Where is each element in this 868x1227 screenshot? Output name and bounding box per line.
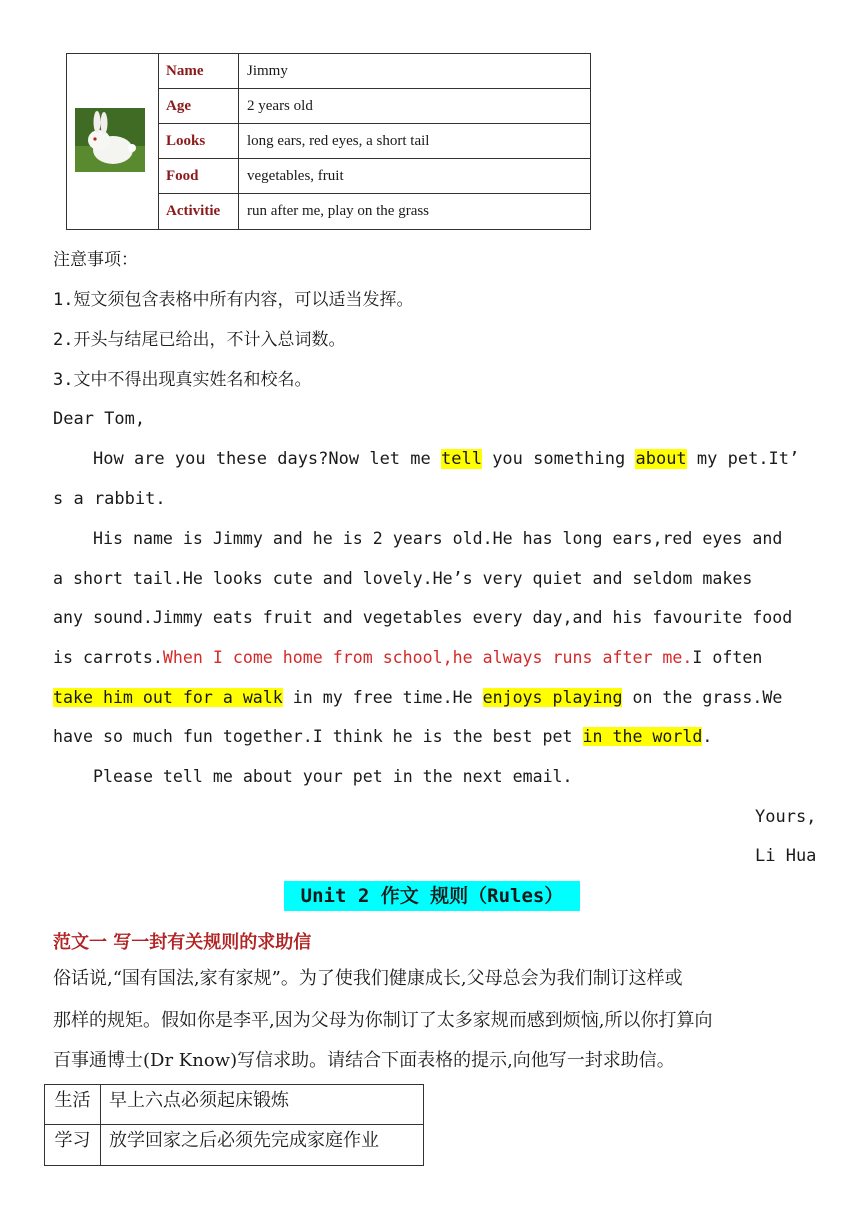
notes-heading: 注意事项： — [53, 250, 138, 270]
text-run: . — [702, 727, 713, 746]
unit-title: Unit 2 作文 规则（Rules） — [284, 881, 580, 911]
pet-row-activities — [159, 194, 590, 229]
rule-category: 生活 — [45, 1085, 101, 1124]
letter-p1-line2: s a rabbit. — [53, 489, 166, 509]
letter-p2-line1: His name is Jimmy and he is 2 years old.He has long ears,red eyes and — [93, 529, 783, 548]
letter-p2-line3: any sound.Jimmy eats fruit and vegetables every day,and his favourite food — [53, 608, 793, 627]
pet-label: Food — [159, 159, 239, 193]
pet-row-looks — [159, 124, 590, 159]
sample-heading: 范文一 写一封有关规则的求助信 — [53, 932, 312, 953]
text-run: on the grass.We — [622, 688, 783, 707]
letter-p1-line1 — [93, 447, 799, 471]
pet-row-age — [159, 89, 590, 124]
letter-greeting: Dear Tom, — [53, 409, 146, 429]
rule-text: 早上六点必须起床锻炼 — [109, 1090, 289, 1111]
pet-value: vegetables, fruit — [247, 168, 344, 184]
sample-para-line: 俗话说,“国有国法,家有家规”。为了使我们健康成长,父母总会为我们制订这样或 — [53, 968, 683, 989]
sample-para-line: 那样的规矩。假如你是李平,因为父母为你制订了太多家规而感到烦恼,所以你打算向 — [53, 1010, 713, 1031]
rule-category: 学习 — [45, 1125, 101, 1165]
pet-label: Age — [159, 89, 239, 123]
text-run: How are you these days?Now let me — [93, 449, 441, 469]
text-run: I often — [692, 648, 763, 667]
pet-value: Jimmy — [247, 63, 288, 79]
pet-value: run after me, play on the grass — [247, 203, 430, 219]
text-run: my pet.It’ — [686, 449, 800, 469]
letter-signature: Li Hua — [755, 846, 817, 866]
pet-info-table — [66, 53, 591, 230]
letter-closing: Yours, — [755, 807, 817, 827]
text-run: have so much fun together.I think he is the best pet — [53, 727, 583, 746]
letter-p2-line6 — [53, 725, 712, 749]
letter-p2-line5 — [53, 686, 782, 710]
red-sentence: When I come home from school,he always runs after me. — [162, 648, 693, 667]
pet-photo-cell — [67, 54, 159, 229]
highlight-phrase: about — [635, 449, 687, 469]
text-run: is carrots. — [53, 648, 163, 667]
pet-row-food — [159, 159, 590, 194]
rabbit-photo — [75, 108, 145, 172]
pet-value: long ears, red eyes, a short tail — [247, 133, 430, 149]
rules-row — [45, 1085, 423, 1125]
highlight-phrase: tell — [441, 449, 482, 469]
rule-text: 放学回家之后必须先完成家庭作业 — [109, 1130, 379, 1151]
text-run: in my free time.He — [282, 688, 483, 707]
rules-row — [45, 1125, 423, 1165]
letter-p2-line4 — [53, 646, 762, 670]
pet-label: Looks — [159, 124, 239, 158]
text-run: you something — [481, 449, 636, 469]
pet-label: Name — [159, 54, 239, 88]
letter-p2-line2: a short tail.He looks cute and lovely.He’s very quiet and seldom makes — [53, 569, 753, 588]
pet-row-name — [159, 54, 590, 89]
note-item: 1.短文须包含表格中所有内容，可以适当发挥。 — [53, 290, 414, 310]
note-item: 3.文中不得出现真实姓名和校名。 — [53, 370, 312, 390]
rules-table — [44, 1084, 424, 1166]
pet-value: 2 years old — [247, 98, 313, 114]
note-item: 2.开头与结尾已给出，不计入总词数。 — [53, 330, 346, 350]
highlight-phrase: in the world — [582, 727, 703, 746]
highlight-phrase: enjoys playing — [482, 688, 623, 707]
pet-label: Activitie — [159, 194, 239, 229]
sample-para-line: 百事通博士(Dr Know)写信求助。请结合下面表格的提示,向他写一封求助信。 — [53, 1050, 675, 1071]
highlight-phrase: take him out for a walk — [53, 688, 283, 707]
letter-p3: Please tell me about your pet in the next email. — [93, 767, 573, 786]
